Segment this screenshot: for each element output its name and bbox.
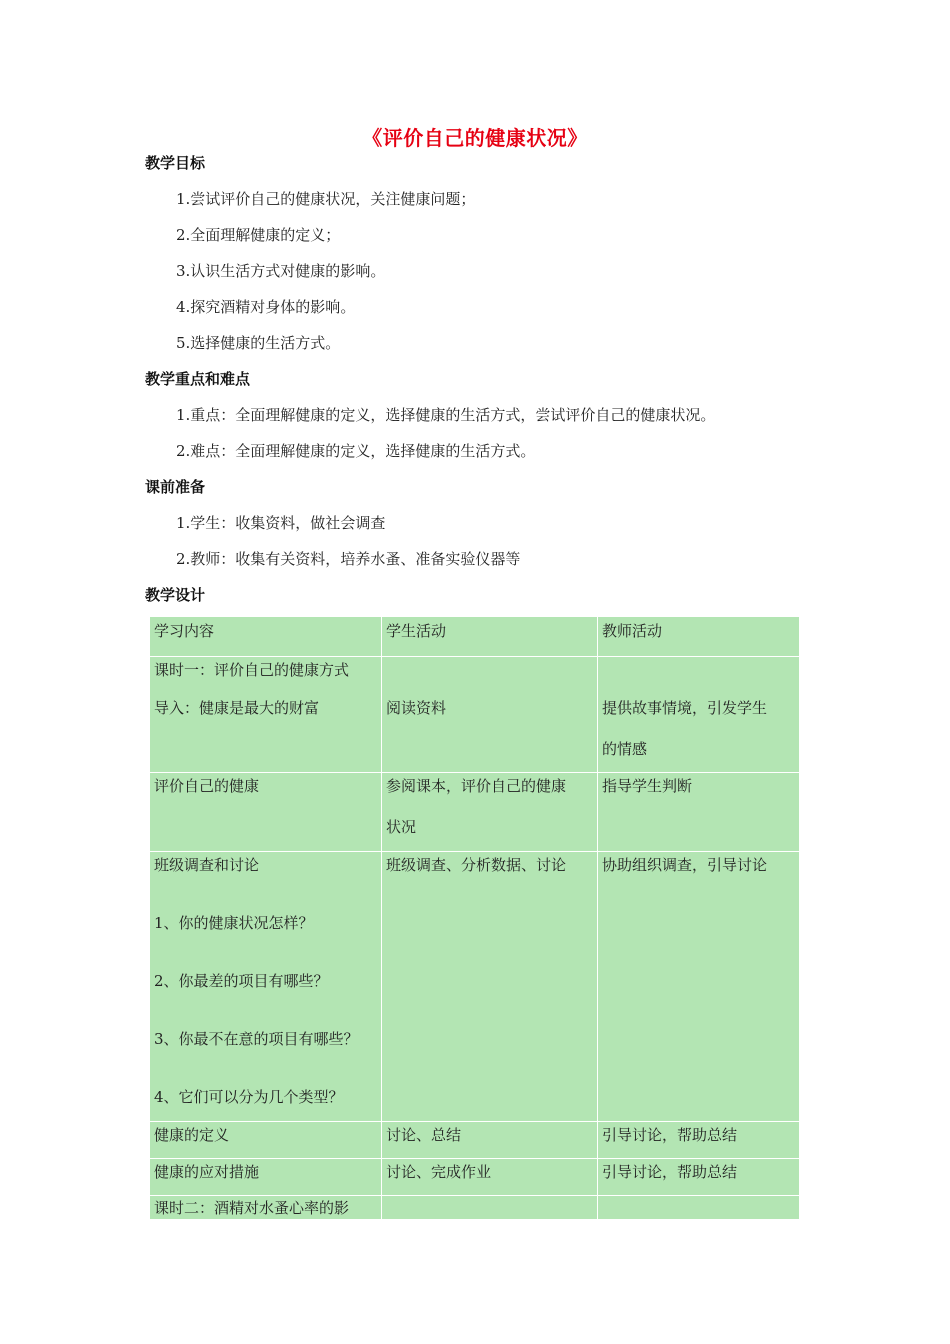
- table-header-cell: 教师活动: [598, 617, 800, 657]
- objective-item: 5.选择健康的生活方式。: [176, 334, 341, 352]
- table-cell: 引导讨论，帮助总结: [598, 1159, 800, 1196]
- survey-question: 4、它们可以分为几个类型？: [154, 1088, 344, 1106]
- heading-design: 教学设计: [145, 586, 206, 604]
- table-cell: [598, 657, 800, 773]
- survey-question: 3、你最不在意的项目有哪些？: [154, 1030, 359, 1048]
- table-cell: [598, 773, 800, 852]
- teaching-design-table: [149, 616, 800, 1220]
- objective-item: 1.尝试评价自己的健康状况，关注健康问题；: [176, 190, 476, 208]
- heading-key-points: 教学重点和难点: [145, 370, 251, 388]
- heading-objectives: 教学目标: [145, 154, 206, 172]
- key-point-item: 2.难点：全面理解健康的定义，选择健康的生活方式。: [176, 442, 536, 460]
- table-header-cell: 学生活动: [382, 617, 598, 657]
- cell-line: 阅读资料: [386, 699, 447, 717]
- cell-line: 参阅课本，评价自己的健康: [386, 777, 567, 795]
- objective-item: 3.认识生活方式对健康的影响。: [176, 262, 386, 280]
- table-cell: [150, 852, 382, 1122]
- survey-question: 2、你最差的项目有哪些？: [154, 972, 329, 990]
- cell-line: 评价自己的健康: [154, 777, 260, 795]
- table-cell: 健康的应对措施: [150, 1159, 382, 1196]
- table-cell: [150, 773, 382, 852]
- table-cell: [382, 1196, 598, 1220]
- table-row: [150, 1159, 800, 1196]
- table-cell: [382, 852, 598, 1122]
- table-row: [150, 852, 800, 1122]
- table-row: [150, 773, 800, 852]
- table-cell: 讨论、完成作业: [382, 1159, 598, 1196]
- cell-line: 提供故事情境，引发学生: [602, 699, 768, 717]
- heading-preparation: 课前准备: [145, 478, 206, 496]
- cell-line: 班级调查和讨论: [154, 856, 260, 874]
- objective-item: 2.全面理解健康的定义；: [176, 226, 341, 244]
- table-header-cell: 学习内容: [150, 617, 382, 657]
- table-row: [150, 1122, 800, 1159]
- table-cell: [382, 773, 598, 852]
- cell-line: 课时一：评价自己的健康方式: [154, 661, 350, 679]
- preparation-item: 1.学生：收集资料，做社会调查: [176, 514, 386, 532]
- cell-line: 状况: [386, 818, 417, 836]
- cell-line: 指导学生判断: [602, 777, 693, 795]
- table-cell: 健康的定义: [150, 1122, 382, 1159]
- survey-question: 1、你的健康状况怎样？: [154, 914, 314, 932]
- preparation-item: 2.教师：收集有关资料，培养水蚤、准备实验仪器等: [176, 550, 521, 568]
- key-point-item: 1.重点：全面理解健康的定义，选择健康的生活方式，尝试评价自己的健康状况。: [176, 406, 716, 424]
- table-cell: [150, 657, 382, 773]
- cell-line: 协助组织调查，引导讨论: [602, 856, 768, 874]
- table-cell: 引导讨论，帮助总结: [598, 1122, 800, 1159]
- objective-item: 4.探究酒精对身体的影响。: [176, 298, 356, 316]
- table-header-row: [150, 617, 800, 657]
- cell-line: 班级调查、分析数据、讨论: [386, 856, 567, 874]
- cell-line: 导入：健康是最大的财富: [154, 699, 320, 717]
- table-cell: 课时二：酒精对水蚤心率的影: [150, 1196, 382, 1220]
- table-cell: 讨论、总结: [382, 1122, 598, 1159]
- table-row: [150, 1196, 800, 1220]
- table-cell: [598, 1196, 800, 1220]
- document-title: 《评价自己的健康状况》: [362, 126, 588, 150]
- table-cell: [382, 657, 598, 773]
- cell-line: 的情感: [602, 740, 648, 758]
- table-cell: [598, 852, 800, 1122]
- table-row: [150, 657, 800, 773]
